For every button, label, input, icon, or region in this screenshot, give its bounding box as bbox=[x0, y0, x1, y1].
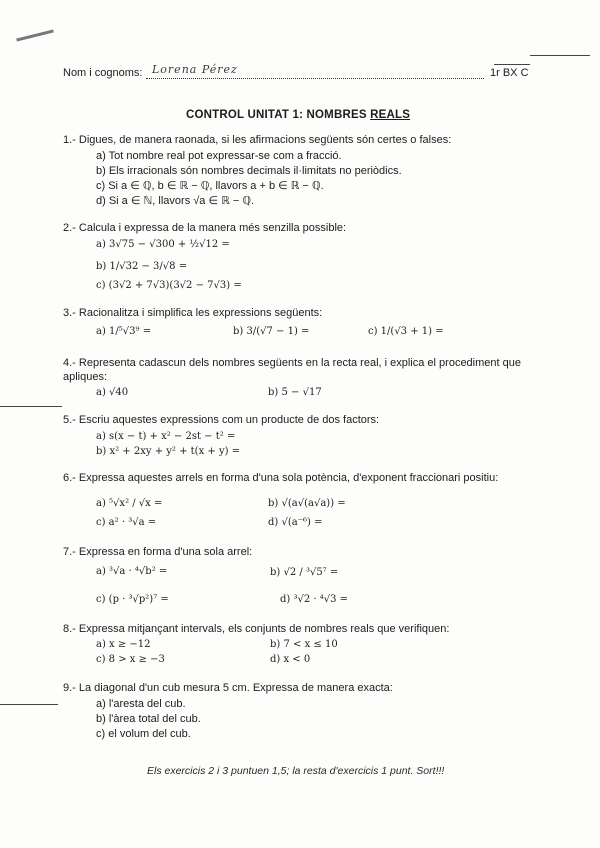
student-name-handwritten: Lorena Pérez bbox=[152, 63, 238, 76]
q8-item-d: d) x < 0 bbox=[270, 654, 311, 665]
exam-title bbox=[186, 108, 410, 122]
q5-stem: 5.- Escriu aquestes expressions com un producte de dos factors: bbox=[63, 414, 380, 426]
q2-item-b: b) 1/√32 − 3/√8 = bbox=[96, 261, 188, 272]
exam-title-underlined: REALS bbox=[370, 109, 411, 121]
scan-line-left-2 bbox=[0, 704, 58, 705]
q4-stem-line1: 4.- Representa cadascun dels nombres següents en la recta real, i explica el procediment que bbox=[63, 357, 521, 369]
q3-stem: 3.- Racionalitza i simplifica les expressions següents: bbox=[63, 307, 323, 319]
q5-item-a: a) s(x − t) + x² − 2st − t² = bbox=[96, 431, 236, 442]
q2-stem: 2.- Calcula i expressa de la manera més senzilla possible: bbox=[63, 222, 347, 234]
name-label: Nom i cognoms: bbox=[63, 67, 143, 79]
q8-item-a: a) x ≥ −12 bbox=[96, 639, 151, 650]
name-line bbox=[146, 78, 484, 79]
q1-item-b: b) Els irracionals són nombres decimals il·limitats no periòdics. bbox=[96, 165, 402, 177]
q6-item-b: b) √(a√(a√a)) = bbox=[268, 498, 346, 509]
q9-item-c: c) el volum del cub. bbox=[96, 728, 191, 740]
q7-item-b: b) √2 / ³√5⁷ = bbox=[270, 567, 339, 578]
q5-item-b: b) x² + 2xy + y² + t(x + y) = bbox=[96, 446, 241, 457]
q1-item-c: c) Si a ∈ ℚ, b ∈ ℝ − ℚ, llavors a + b ∈ ℝ − ℚ. bbox=[96, 180, 324, 192]
q4-stem-line2: apliques: bbox=[63, 371, 108, 383]
q6-item-c: c) a² · ³√a = bbox=[96, 517, 157, 528]
q8-item-b: b) 7 < x ≤ 10 bbox=[270, 639, 338, 650]
q2-item-a: a) 3√75 − √300 + ½√12 = bbox=[96, 239, 230, 250]
q6-item-a: a) ⁵√x² / √x = bbox=[96, 498, 163, 509]
q7-item-c: c) (p · ³√p²)⁷ = bbox=[96, 594, 169, 605]
q3-item-a: a) 1/⁵√3⁹ = bbox=[96, 326, 152, 337]
q1-item-a: a) Tot nombre real pot expressar-se com a fracció. bbox=[96, 150, 342, 162]
q1-stem: 1.- Digues, de manera raonada, si les afirmacions següents són certes o falses: bbox=[63, 134, 452, 146]
q3-item-b: b) 3/(√7 − 1) = bbox=[233, 326, 310, 337]
q4-item-b: b) 5 − √17 bbox=[268, 387, 322, 398]
exam-title-prefix: CONTROL UNITAT 1: NOMBRES bbox=[186, 109, 371, 121]
q4-item-a: a) √40 bbox=[96, 387, 129, 398]
q3-item-c: c) 1/(√3 + 1) = bbox=[368, 326, 444, 337]
q9-item-a: a) l'aresta del cub. bbox=[96, 698, 186, 710]
scan-line-top-right-2 bbox=[530, 55, 590, 56]
course-label: 1r BX C bbox=[490, 67, 529, 79]
q1-item-d: d) Si a ∈ ℕ, llavors √a ∈ ℝ − ℚ. bbox=[96, 195, 255, 207]
scoring-note: Els exercicis 2 i 3 puntuen 1,5; la resta d'exercicis 1 punt. Sort!!! bbox=[147, 765, 445, 777]
q2-item-c: c) (3√2 + 7√3)(3√2 − 7√3) = bbox=[96, 280, 242, 291]
scan-line-left-1 bbox=[0, 406, 62, 407]
q9-stem: 9.- La diagonal d'un cub mesura 5 cm. Expressa de manera exacta: bbox=[63, 682, 393, 694]
scan-line-top-right-1 bbox=[494, 64, 530, 65]
q7-stem: 7.- Expressa en forma d'una sola arrel: bbox=[63, 546, 253, 558]
q7-item-d: d) ³√2 · ⁴√3 = bbox=[280, 594, 349, 605]
scan-mark-top-left bbox=[16, 29, 54, 41]
q8-item-c: c) 8 > x ≥ −3 bbox=[96, 654, 165, 665]
q7-item-a: a) ³√a · ⁴√b² = bbox=[96, 566, 168, 577]
q9-item-b: b) l'àrea total del cub. bbox=[96, 713, 201, 725]
q8-stem: 8.- Expressa mitjançant intervals, els conjunts de nombres reals que verifiquen: bbox=[63, 623, 450, 635]
q6-item-d: d) √(a⁻⁶) = bbox=[268, 517, 323, 528]
q6-stem: 6.- Expressa aquestes arrels en forma d'una sola potència, d'exponent fraccionari positiu: bbox=[63, 472, 499, 484]
